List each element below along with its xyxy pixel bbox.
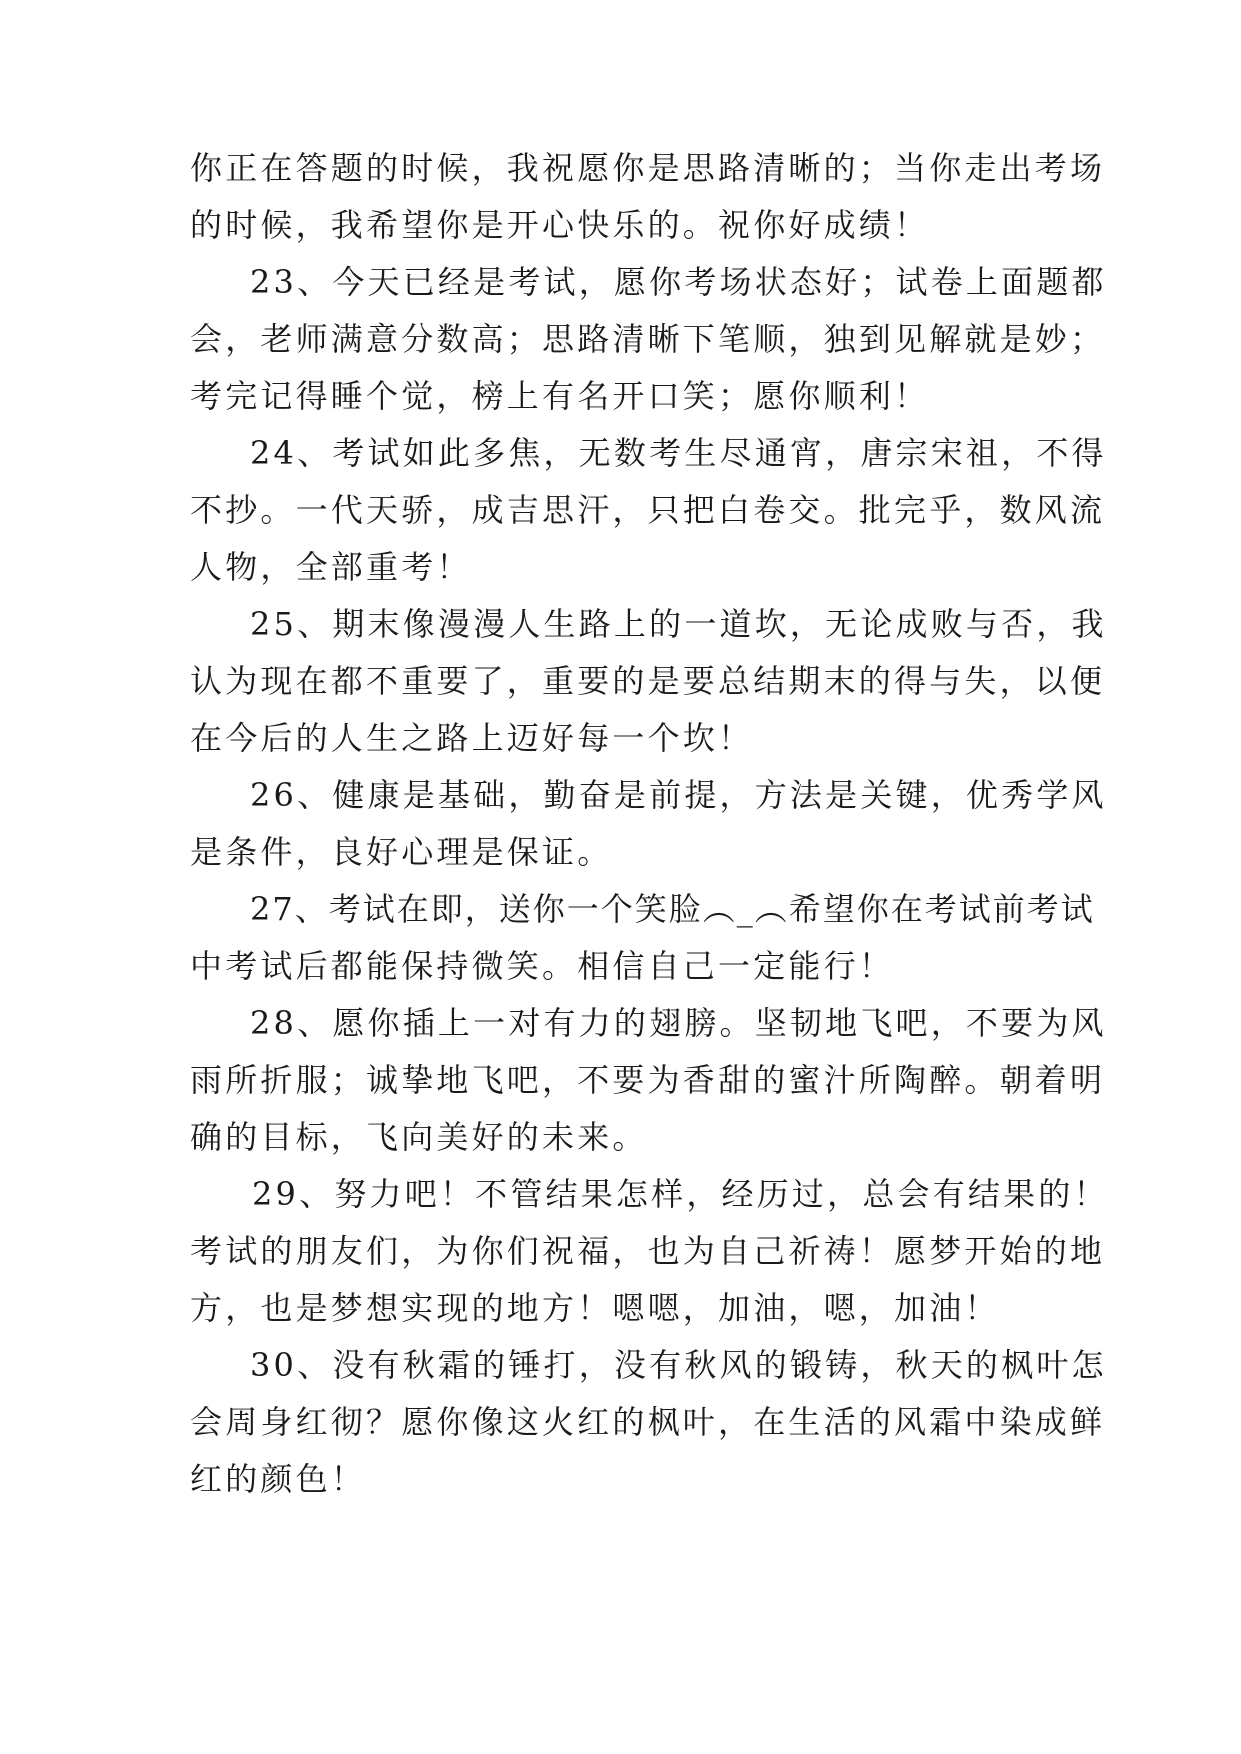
text-line: 中考试后都能保持微笑。相信自己一定能行！ — [190, 947, 895, 985]
text-line: 红的颜色！ — [190, 1460, 367, 1498]
text-line: 27、考试在即，送你一个笑脸︵_︵希望你在考试前考试 — [250, 890, 1095, 928]
text-line: 你正在答题的时候，我祝愿你是思路清晰的；当你走出考场 — [190, 149, 1106, 187]
text-line: 考完记得睡个觉，榜上有名开口笑；愿你顺利！ — [190, 377, 930, 415]
text-line: 25、期末像漫漫人生路上的一道坎，无论成败与否，我 — [250, 605, 1107, 643]
text-line: 方，也是梦想实现的地方！嗯嗯，加油，嗯，加油！ — [190, 1289, 1000, 1327]
text-line: 确的目标，飞向美好的未来。 — [190, 1118, 648, 1156]
text-line: 24、考试如此多焦，无数考生尽通宵，唐宗宋祖，不得 — [250, 434, 1107, 472]
text-line: 29、努力吧！不管结果怎样，经历过，总会有结果的！ — [252, 1175, 1109, 1213]
text-line: 是条件，良好心理是保证。 — [190, 833, 613, 871]
text-line: 雨所折服；诚挚地飞吧，不要为香甜的蜜汁所陶醉。朝着明 — [190, 1061, 1106, 1099]
text-line: 在今后的人生之路上迈好每一个坎！ — [190, 719, 754, 757]
text-line: 26、健康是基础，勤奋是前提，方法是关键，优秀学风 — [250, 776, 1107, 814]
text-line: 的时候，我希望你是开心快乐的。祝你好成绩！ — [190, 206, 930, 244]
text-line: 认为现在都不重要了，重要的是要总结期末的得与失，以便 — [190, 662, 1106, 700]
text-line: 考试的朋友们，为你们祝福，也为自己祈祷！愿梦开始的地 — [190, 1232, 1106, 1270]
text-line: 不抄。一代天骄，成吉思汗，只把白卷交。批完乎，数风流 — [190, 491, 1106, 529]
text-line: 28、愿你插上一对有力的翅膀。坚韧地飞吧，不要为风 — [250, 1004, 1107, 1042]
text-line: 人物，全部重考！ — [190, 548, 472, 586]
text-line: 30、没有秋霜的锤打，没有秋风的锻铸，秋天的枫叶怎 — [250, 1346, 1107, 1384]
text-line: 会周身红彻？愿你像这火红的枫叶，在生活的风霜中染成鲜 — [190, 1403, 1106, 1441]
text-line: 会，老师满意分数高；思路清晰下笔顺，独到见解就是妙； — [190, 320, 1106, 358]
text-line: 23、今天已经是考试，愿你考场状态好；试卷上面题都 — [250, 263, 1107, 301]
